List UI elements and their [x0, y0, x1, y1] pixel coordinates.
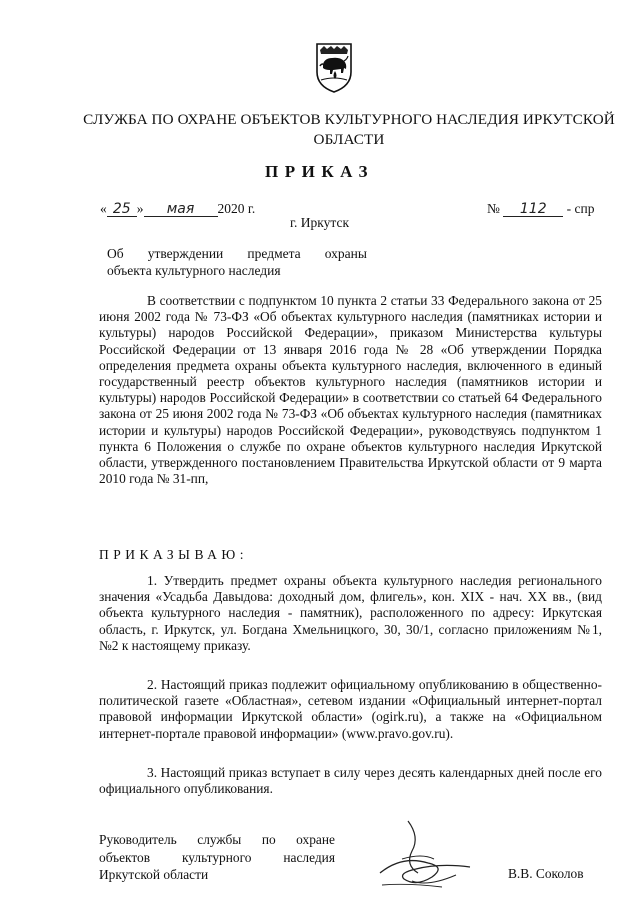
position-line-2: объектов культурного наследия: [99, 849, 335, 865]
order-item-2: 2. Настоящий приказ подлежит официальному опубликованию в общественно-политической газете «Областная», сетевом издании «Официальный интернет-портал правовой информации Иркутской области» (ogirk.ru), а также на «Официальном интернет-портале правовой информации» (www.pravo.gov.ru).: [99, 677, 602, 741]
issue-city: г. Иркутск: [290, 215, 349, 230]
handwritten-signature-icon: [372, 815, 482, 893]
preamble-paragraph: В соответствии с подпунктом 10 пункта 2 статьи 33 Федерального закона от 25 июня 2002 года № 73-ФЗ «Об объектах культурного наследия (памятниках истории и культуры) народов Российской Федерации», приказом Министерства культуры Российской Федерации от 13 января 2016 года № 28 «Об утверждении Порядка определения предмета охраны объекта культурного наследия, включенного в единый государственный реестр объектов культурного наследия (памятников истории и культуры) народов Российской Федерации» в соответствии со статьей 64 Федерального закона от 25 июня 2002 года № 73-ФЗ «Об объектах культурного наследия (памятниках истории и культуры) народов Российской Федерации», руководствуясь подпунктом 1 пункта 6 Положения о службе по охране объектов культурного наследия Иркутской области, утвержденного постановлением Правительства Иркутской области от 9 марта 2010 года № 31-пп,: [99, 293, 602, 487]
signatory-position: [99, 831, 335, 884]
subject-word: Об: [107, 246, 124, 261]
number-handwritten: 112: [503, 202, 563, 217]
issuing-organization: [60, 110, 638, 150]
subject-word: предмета: [247, 246, 301, 261]
date-day-handwritten: 25: [107, 202, 137, 217]
date-month-handwritten: мая: [144, 202, 218, 217]
order-item-1: 1. Утвердить предмет охраны объекта культурного наследия регионального значения «Усадьба Давыдова: доходный дом, флигель», кон. XIX - нач. XX вв., (вид объекта культурного наследия - памятник), расположенного по адресу: Иркутская область, г. Иркутск, ул. Богдана Хмельницкого, 30, 30/1, согласно приложениям №1, №2 к настоящему приказу.: [99, 573, 602, 653]
subject-word: охраны: [324, 246, 367, 261]
position-line-3: Иркутской области: [99, 867, 209, 882]
signatory-name: В.В. Соколов: [508, 866, 584, 881]
subject-word: утверждении: [147, 246, 224, 261]
org-name-line-2: ОБЛАСТИ: [313, 131, 385, 148]
date-open-quote: «: [100, 201, 107, 216]
position-line-1: Руководитель службы по охране: [99, 832, 335, 847]
org-name-line-1: СЛУЖБА ПО ОХРАНЕ ОБЪЕКТОВ КУЛЬТУРНОГО НАСЛЕДИЯ ИРКУТСКОЙ: [83, 111, 615, 128]
date-year: 2020 г.: [217, 201, 256, 216]
subject-line-2: объекта культурного наследия: [107, 263, 281, 278]
number-sign: №: [487, 201, 500, 216]
document-type-title: ПРИКАЗ: [265, 162, 374, 181]
order-subject: [107, 245, 367, 279]
irkutsk-coat-of-arms-icon: [313, 42, 355, 94]
number-suffix: - спр: [566, 201, 595, 216]
order-item-3: 3. Настоящий приказ вступает в силу через десять календарных дней после его официального опубликования.: [99, 765, 602, 797]
order-keyword: ПРИКАЗЫВАЮ:: [99, 547, 248, 562]
subject-line-1: [107, 245, 367, 262]
date-close-quote: »: [136, 201, 144, 216]
